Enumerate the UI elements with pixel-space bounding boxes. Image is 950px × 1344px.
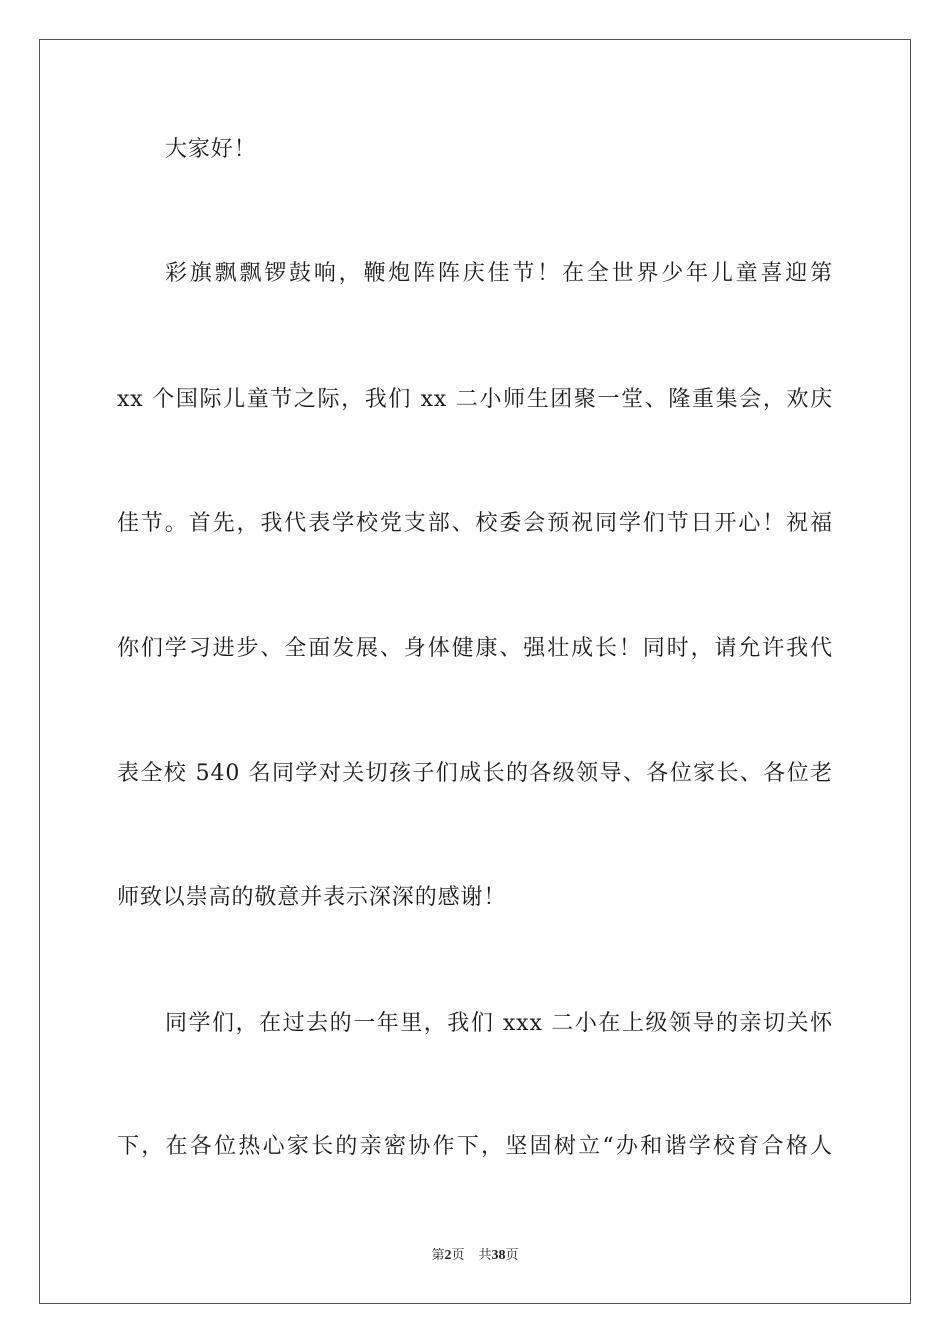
paragraph-1-line-2: xx 个国际儿童节之际，我们 xx 二小师生团聚一堂、隆重集会，欢庆 (117, 387, 833, 412)
page-total-prefix: 共 (478, 1248, 492, 1263)
greeting-line: 大家好！ (165, 137, 257, 162)
paragraph-1-line-1: 彩旗飘飘锣鼓响，鞭炮阵阵庆佳节！在全世界少年儿童喜迎第 (165, 261, 833, 286)
page-total-count: 38 (491, 1248, 506, 1263)
paragraph-1-line-6: 师致以崇高的敬意并表示深深的感谢！ (117, 885, 507, 910)
page-number-prefix: 第 (431, 1248, 445, 1263)
page-footer (0, 1247, 950, 1265)
page-total-suffix: 页 (505, 1248, 519, 1263)
paragraph-1-line-5: 表全校 540 名同学对关切孩子们成长的各级领导、各位家长、各位老 (117, 761, 833, 786)
page-number-current: 2 (444, 1248, 452, 1263)
paragraph-2-line-1: 同学们，在过去的一年里，我们 xxx 二小在上级领导的亲切关怀 (165, 1011, 833, 1036)
page-number-suffix: 页 (451, 1248, 465, 1263)
paragraph-2-line-2: 下，在各位热心家长的亲密协作下，坚固树立“办和谐学校育合格人 (117, 1134, 833, 1159)
paragraph-1-line-4: 你们学习进步、全面发展、身体健康、强壮成长！同时，请允许我代 (117, 636, 833, 661)
page-border (39, 39, 911, 1304)
paragraph-1-line-3: 佳节。首先，我代表学校党支部、校委会预祝同学们节日开心！祝福 (117, 511, 833, 536)
